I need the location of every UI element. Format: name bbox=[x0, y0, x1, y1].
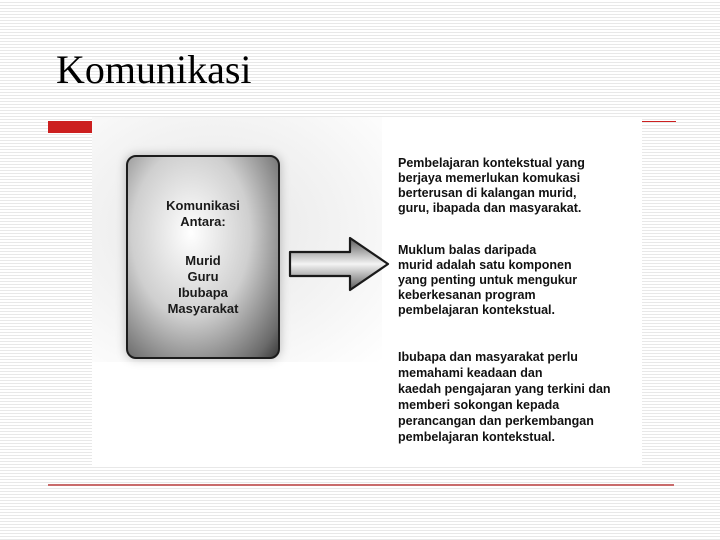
paragraph-3-line-4: memberi sokongan kepada bbox=[398, 398, 560, 412]
paragraph-2-line-5: pembelajaran kontekstual. bbox=[398, 303, 556, 317]
participant-masyarakat: Masyarakat bbox=[167, 301, 239, 316]
paragraph-2-line-3: yang penting untuk mengukur bbox=[398, 273, 578, 287]
communication-box bbox=[126, 155, 280, 359]
paragraph-3-line-2: memahami keadaan dan bbox=[398, 366, 543, 380]
paragraph-3-line-5: perancangan dan perkembangan bbox=[398, 414, 594, 428]
paragraph-1-line-3: berterusan di kalangan murid, bbox=[398, 186, 577, 200]
paragraph-3-line-3: kaedah pengajaran yang terkini dan bbox=[398, 382, 611, 396]
participant-guru: Guru bbox=[187, 269, 219, 284]
right-arrow-icon bbox=[288, 235, 392, 293]
paragraph-2-line-2: murid adalah satu komponen bbox=[398, 258, 572, 272]
paragraph-3-line-1: Ibubapa dan masyarakat perlu bbox=[398, 350, 578, 364]
paragraph-3-line-6: pembelajaran kontekstual. bbox=[398, 430, 556, 444]
paragraph-1-line-2: berjaya memerlukan komukasi bbox=[398, 171, 581, 185]
participant-murid: Murid bbox=[185, 253, 221, 268]
paragraph-2-line-4: keberkesanan program bbox=[398, 288, 536, 302]
box-heading-line2: Antara: bbox=[180, 214, 226, 229]
bottom-divider bbox=[48, 484, 674, 486]
communication-figure bbox=[92, 117, 642, 465]
paragraph-1-line-1: Pembelajaran kontekstual yang bbox=[398, 156, 585, 170]
title-accent-bar bbox=[48, 121, 93, 133]
participant-ibubapa: Ibubapa bbox=[178, 285, 228, 300]
title-accent-line bbox=[640, 121, 676, 122]
paragraph-1-line-4: guru, ibapada dan masyarakat. bbox=[398, 201, 582, 215]
slide-title: Komunikasi bbox=[56, 47, 252, 92]
paragraph-2-line-1: Muklum balas daripada bbox=[398, 243, 537, 257]
box-heading-line1: Komunikasi bbox=[166, 198, 240, 213]
